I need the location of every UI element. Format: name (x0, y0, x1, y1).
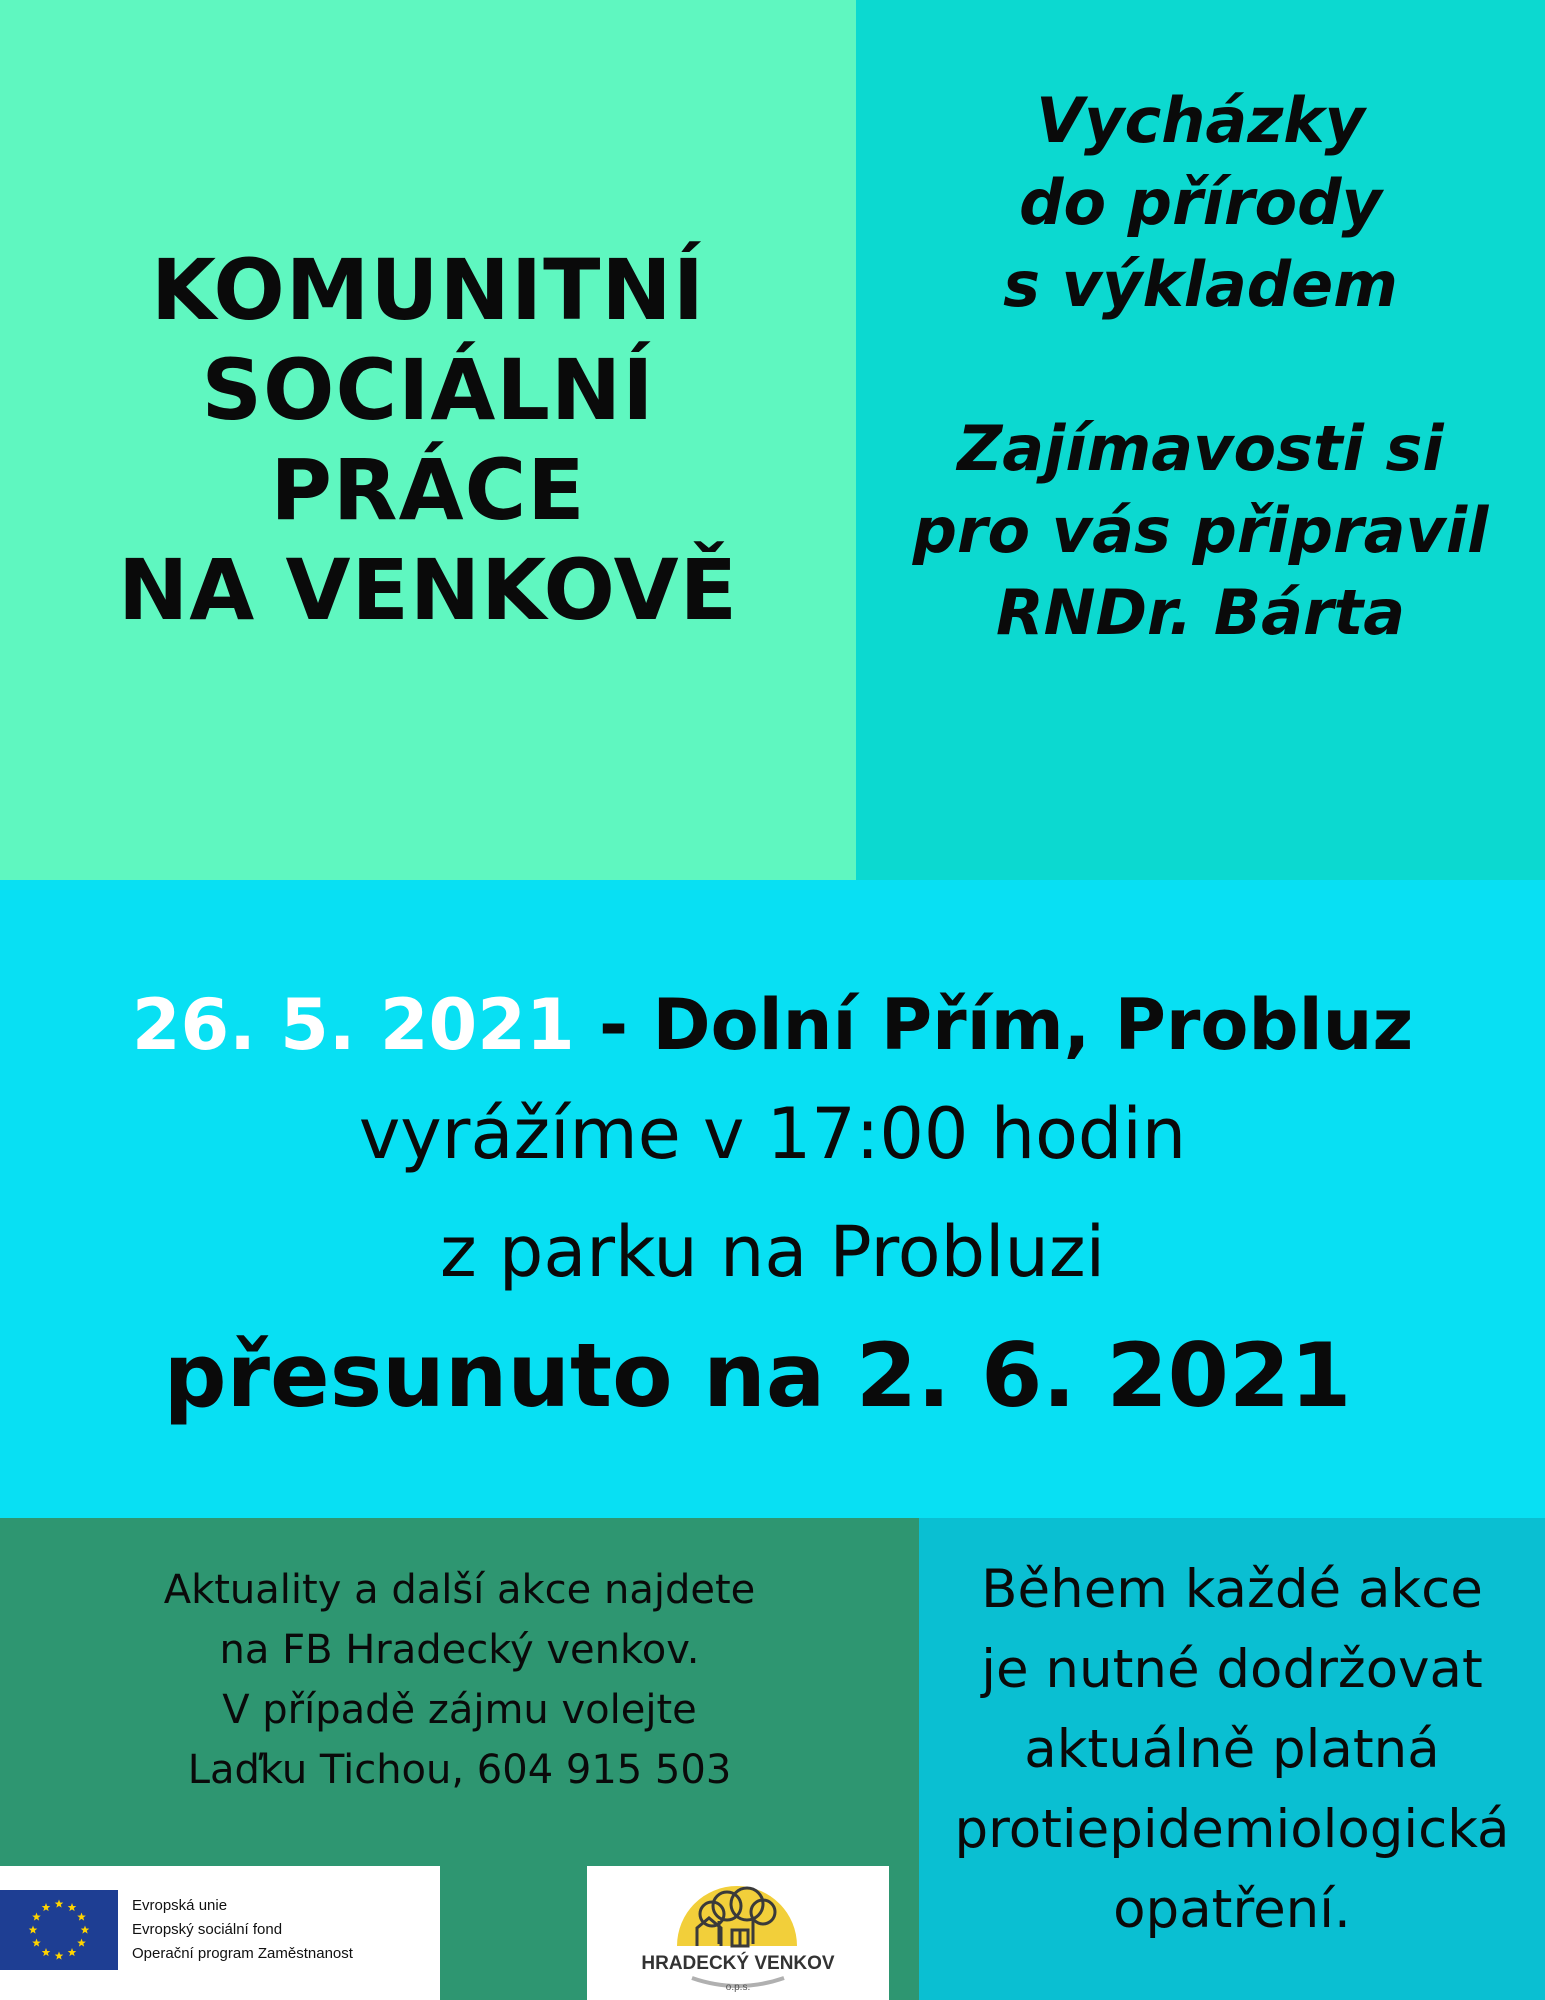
contact-line: Laďku Tichou, 604 915 503 (187, 1747, 732, 1793)
title-line: KOMUNITNÍ (151, 241, 705, 339)
event-meeting-point: z parku na Probluzi (439, 1211, 1106, 1293)
event-date-place (132, 975, 1413, 1075)
notice-line: opatření. (1113, 1879, 1351, 1940)
eu-logo-text (132, 1894, 353, 1966)
eu-logo (0, 1866, 440, 2000)
event-block (0, 880, 1545, 1518)
walk-line: Vycházky (1036, 84, 1365, 157)
title-line: NA VENKOVĚ (117, 541, 739, 639)
contact-line: Aktuality a další akce najdete (163, 1567, 756, 1613)
notice-line: protiepidemiologická (954, 1799, 1510, 1860)
contact-line: na FB Hradecký venkov. (219, 1627, 700, 1673)
walk-line: do přírody (1019, 166, 1382, 239)
title-block (0, 0, 856, 880)
eu-logo-line: Evropský sociální fond (132, 1921, 283, 1938)
title-line: PRÁCE (270, 441, 586, 539)
guide-line: Zajímavosti si (957, 412, 1444, 485)
walk-line: s výkladem (1003, 248, 1398, 321)
info-block (856, 0, 1545, 880)
notice-block (919, 1518, 1545, 2000)
event-rescheduled: přesunuto na 2. 6. 2021 (163, 1324, 1352, 1427)
eu-logo-line: Operační program Zaměstnanost (132, 1945, 353, 1962)
hradecky-venkov-sub: o.p.s. (725, 1982, 751, 1993)
notice-line: je nutné dodržovat (981, 1639, 1483, 1700)
contact-line: V případě zájmu volejte (222, 1687, 697, 1733)
guide-line: pro vás připravil (912, 494, 1489, 567)
guide-line: RNDr. Bárta (995, 576, 1406, 649)
eu-logo-line: Evropská unie (132, 1897, 228, 1914)
eu-flag-icon (0, 1890, 118, 1970)
notice-line: aktuálně platná (1024, 1719, 1440, 1780)
hradecky-venkov-name: HRADECKÝ VENKOV (641, 1953, 835, 1974)
hradecky-venkov-logo (587, 1866, 889, 2000)
notice-line: Během každé akce (981, 1559, 1483, 1620)
title-line: SOCIÁLNÍ (201, 341, 655, 439)
hradecky-venkov-logo-icon (587, 1866, 889, 2000)
event-departure: vyrážíme v 17:00 hodin (358, 1093, 1187, 1175)
event-date: 26. 5. 2021 (131, 984, 575, 1066)
event-place: - Dolní Přím, Probluz (574, 984, 1414, 1066)
